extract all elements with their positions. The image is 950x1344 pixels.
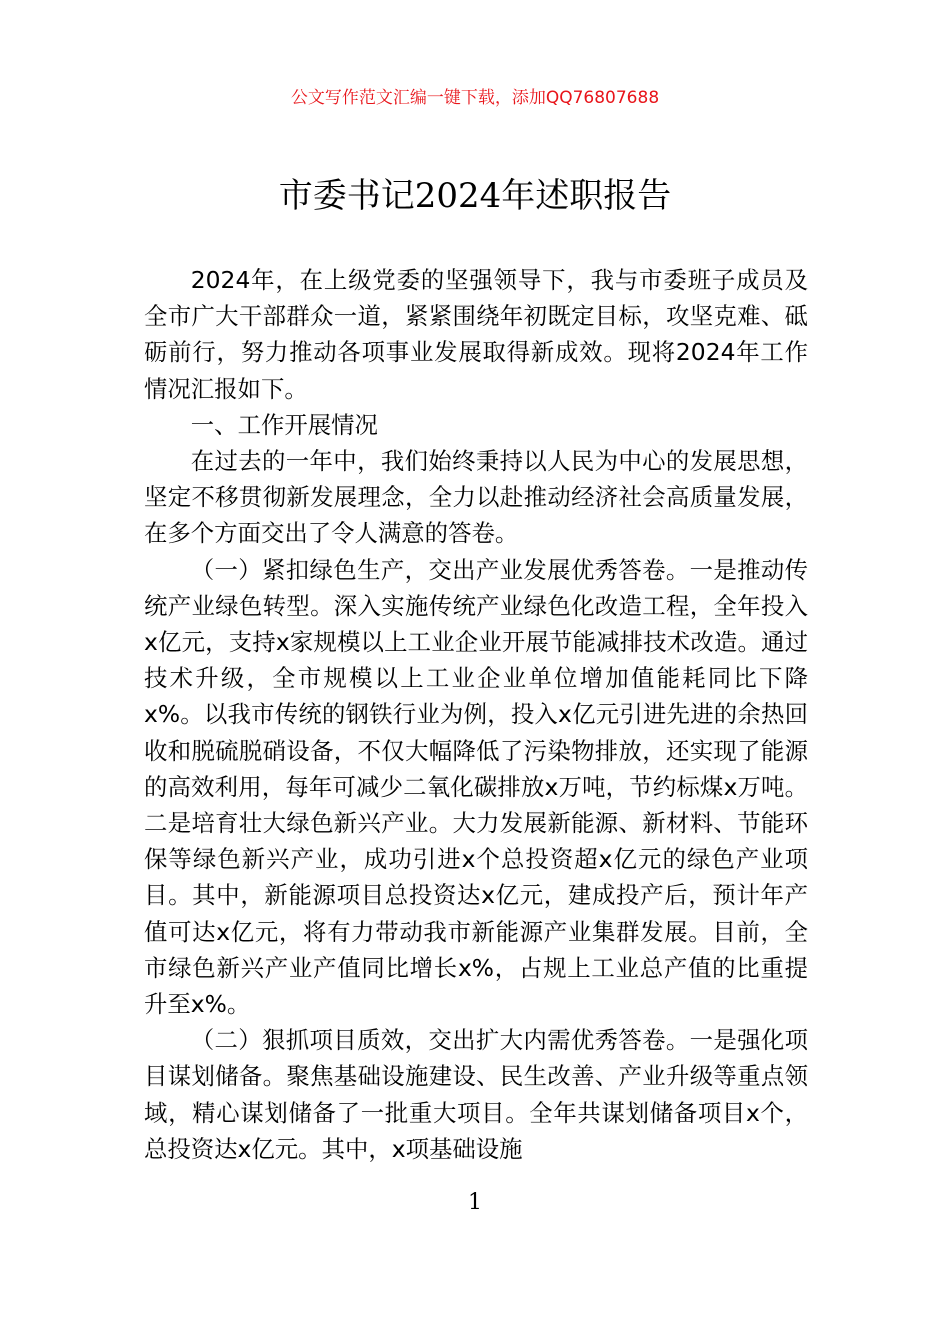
download-notice: 公文写作范文汇编一键下载，添加QQ76807688 (290, 88, 660, 108)
body-paragraph: 在过去的一年中，我们始终秉持以人民为中心的发展思想，坚定不移贯彻新发展理念，全力以赴推动经济社会高质量发展，在多个方面交出了令人满意的答卷。 (144, 447, 808, 548)
document-body (144, 262, 808, 1167)
body-paragraph: （二）狠抓项目质效，交出扩大内需优秀答卷。一是强化项目谋划储备。聚焦基础设施建设、民生改善、产业升级等重点领域，精心谋划储备了一批重大项目。全年共谋划储备项目x个，总投资达x亿元。其中，x项基础设施 (144, 1026, 808, 1163)
body-paragraph: （一）紧扣绿色生产，交出产业发展优秀答卷。一是推动传统产业绿色转型。深入实施传统产业绿色化改造工程，全年投入x亿元，支持x家规模以上工业企业开展节能减排技术改造。通过技术升级，全市规模以上工业企业单位增加值能耗同比下降x%。以我市传统的钢铁行业为例，投入x亿元引进先进的余热回收和脱硫脱硝设备，不仅大幅降低了污染物排放，还实现了能源的高效利用，每年可减少二氧化碳排放x万吨，节约标煤x万吨。二是培育壮大绿色新兴产业。大力发展新能源、新材料、节能环保等绿色新兴产业，成功引进x个总投资超x亿元的绿色产业项目。其中，新能源项目总投资达x亿元，建成投产后，预计年产值可达x亿元，将有力带动我市新能源产业集群发展。目前，全市绿色新兴产业产值同比增长x%，占规上工业总产值的比重提升至x%。 (144, 555, 808, 1019)
page-number: 1 (468, 1190, 482, 1215)
document-title: 市委书记2024年述职报告 (278, 176, 672, 216)
section-heading: 一、工作开展情况 (190, 410, 378, 439)
intro-paragraph: 2024年，在上级党委的坚强领导下，我与市委班子成员及全市广大干部群众一道，紧紧围绕年初既定目标，攻坚克难、砥砺前行，努力推动各项事业发展取得新成效。现将2024年工作情况汇报如下。 (144, 266, 808, 403)
